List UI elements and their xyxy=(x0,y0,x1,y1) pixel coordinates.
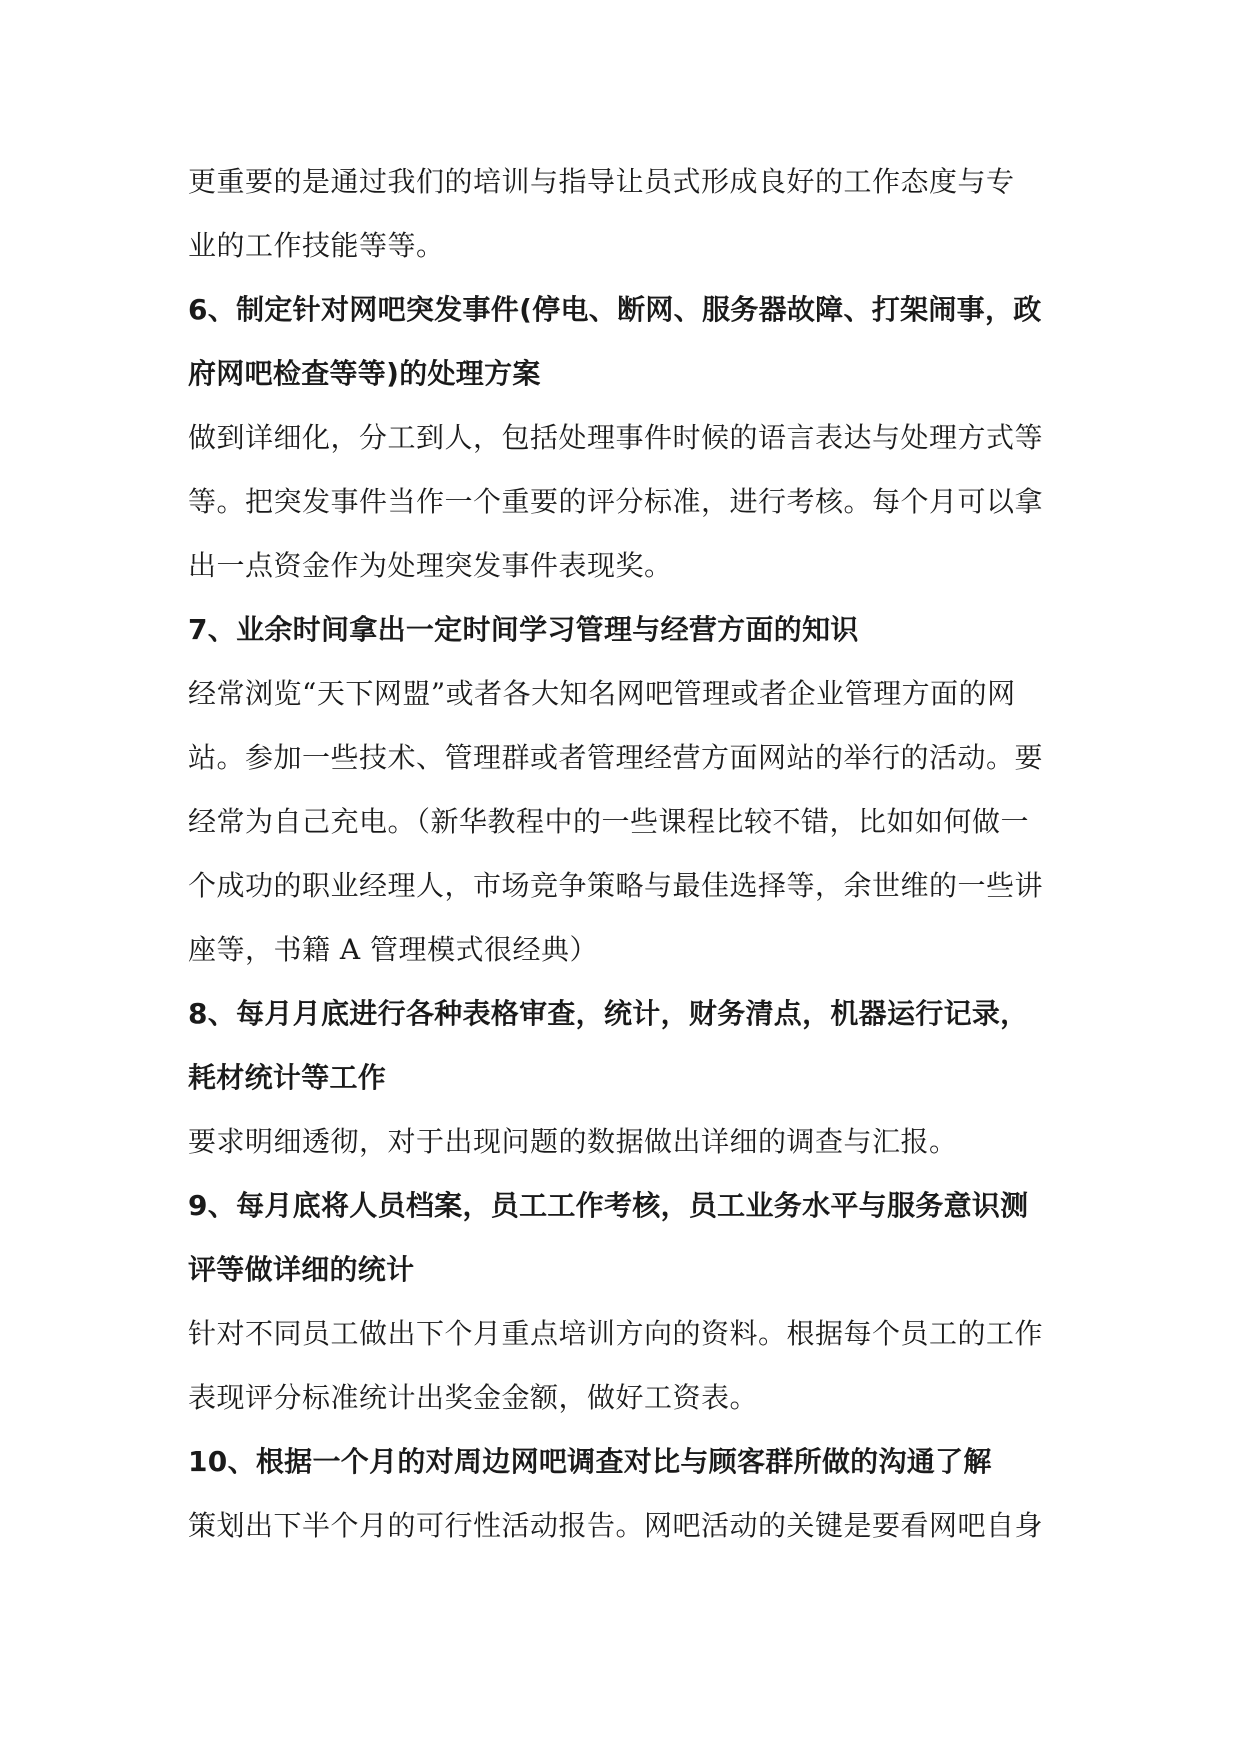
section-7-body-line-4: 个成功的职业经理人，市场竞争策略与最佳选择等，余世维的一些讲 xyxy=(188,869,1044,902)
section-7-body-line-5: 座等，书籍 A 管理模式很经典） xyxy=(188,933,599,966)
section-7-body-line-2: 站。参加一些技术、管理群或者管理经营方面网站的举行的活动。要 xyxy=(188,741,1044,774)
section-6-body-line-3: 出一点资金作为处理突发事件表现奖。 xyxy=(188,549,673,582)
body-line-2: 业的工作技能等等。 xyxy=(188,229,445,262)
section-8-body-line-1: 要求明细透彻，对于出现问题的数据做出详细的调查与汇报。 xyxy=(188,1125,958,1158)
section-8-heading-line-1: 8、每月月底进行各种表格审查，统计，财务清点，机器运行记录， xyxy=(188,997,1029,1030)
section-9-heading-line-1: 9、每月底将人员档案，员工工作考核，员工业务水平与服务意识测 xyxy=(188,1189,1029,1222)
section-7-heading: 7、业余时间拿出一定时间学习管理与经营方面的知识 xyxy=(188,613,859,646)
section-8-heading-line-2: 耗材统计等工作 xyxy=(188,1061,387,1094)
section-6-heading-line-2: 府网吧检查等等)的处理方案 xyxy=(188,357,541,390)
section-9-body-line-1: 针对不同员工做出下个月重点培训方向的资料。根据每个员工的工作 xyxy=(188,1317,1044,1350)
section-7-body-line-3: 经常为自己充电。（新华教程中的一些课程比较不错，比如如何做一 xyxy=(188,805,1030,838)
section-6-body-line-2: 等。把突发事件当作一个重要的评分标准，进行考核。每个月可以拿 xyxy=(188,485,1044,518)
section-6-heading-line-1: 6、制定针对网吧突发事件(停电、断网、服务器故障、打架闹事，政 xyxy=(188,293,1042,326)
body-line-1: 更重要的是通过我们的培训与指导让员式形成良好的工作态度与专 xyxy=(188,165,1015,198)
document-page xyxy=(188,150,1068,1558)
section-9-heading-line-2: 评等做详细的统计 xyxy=(188,1253,415,1286)
section-10-heading: 10、根据一个月的对周边网吧调查对比与顾客群所做的沟通了解 xyxy=(188,1445,992,1478)
section-6-body-line-1: 做到详细化，分工到人，包括处理事件时候的语言表达与处理方式等 xyxy=(188,421,1044,454)
section-7-body-line-1: 经常浏览“天下网盟”或者各大知名网吧管理或者企业管理方面的网 xyxy=(188,677,1016,710)
section-9-body-line-2: 表现评分标准统计出奖金金额，做好工资表。 xyxy=(188,1381,759,1414)
section-10-body-line-1: 策划出下半个月的可行性活动报告。网吧活动的关键是要看网吧自身 xyxy=(188,1509,1044,1542)
